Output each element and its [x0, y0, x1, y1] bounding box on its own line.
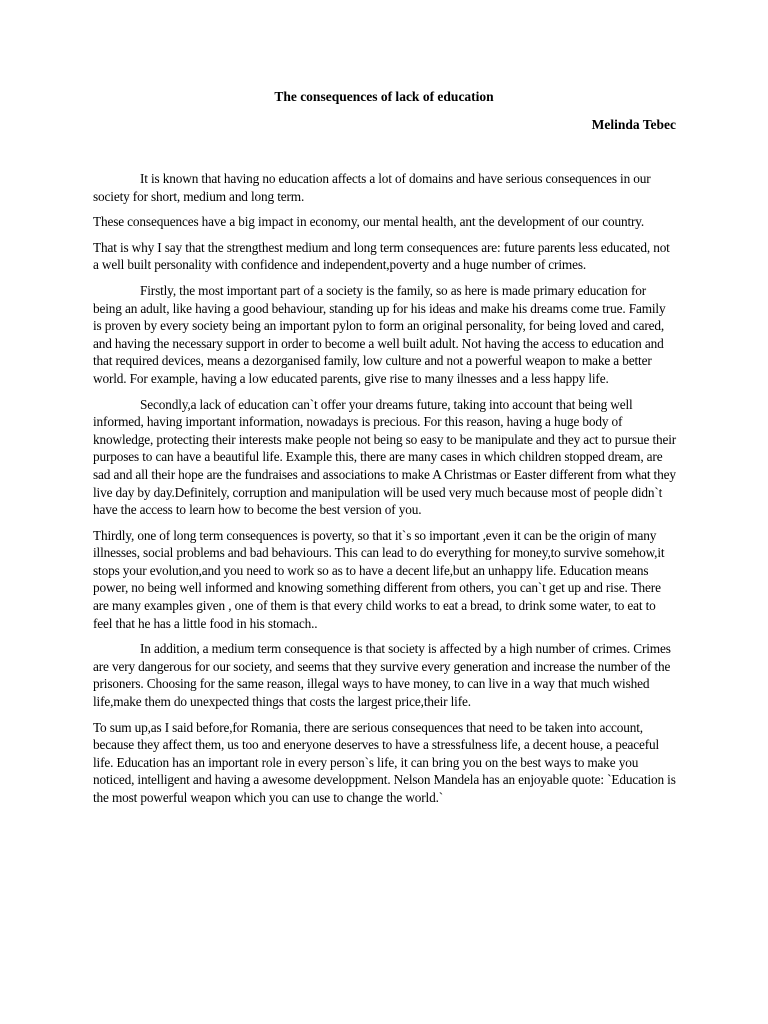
paragraph-thesis: That is why I say that the strengthest medium and long term consequences are: future parents less educated, not a well built personality with confidence and independent,poverty and a huge number of crimes.	[93, 239, 670, 273]
paragraph-poverty: Thirdly, one of long term consequences is poverty, so that it`s so important ,even it can be the origin of many illnesses, social problems and bad behaviours. This can lead to do everything for money,to survive somehow,it stops your evolution,and you need to work so as to have a decent life,but an unhappy life. Education means power, no being well informed and knowing something different from others, you can`t get up and rise. There are many examples given , one of them is that every child works to eat a bread, to drink some water, to eat to feel that he has a little food in his stomach..	[93, 527, 665, 631]
paragraph-conclusion: To sum up,as I said before,for Romania, there are serious consequences that need to be taken into account, because they affect them, us too and eneryone deserves to have a stressfulness life, a decent house, a peaceful life. Education has an important role in every person`s life, it can bring you on the best ways to make you noticed, intelligent and having a awesome developpment. Nelson Mandela has an enjoyable quote: `Education is the most powerful weapon which you can use to change the world.`	[93, 719, 676, 805]
paragraph-family: Firstly, the most important part of a society is the family, so as here is made primary education for being an adult, like having a good behaviour, standing up for his ideas and make his dreams come true. Family is proven by every society being an important pylon to form an original personality, for being loved and cared, and having the necessary support in order to become a well built adult. Not having the access to education and that required devices, means a dezorganised family, low culture and not a powerful weapon to make a better world. For example, having a low educated parents, give rise to many ilnesses and a less happy life.	[93, 282, 666, 386]
document-title: The consequences of lack of education	[274, 89, 494, 104]
paragraph-dreams: Secondly,a lack of education can`t offer your dreams future, taking into account that being well informed, having important information, nowadays is precious. For this reason, having a huge body of knowledge, protecting their interests make people not being so easy to be manipulate and they act to pursue their purposes to can have a beautiful life. Example this, there are many cases in which children stopped dream, are sad and all their hope are the fundraises and associations to make A Christmas or Easter different from what they live day by day.Definitely, corruption and manipulation will be used very much because most of people didn`t have the access to learn how to become the best version of you.	[93, 396, 677, 518]
paragraph-intro: It is known that having no education affects a lot of domains and have serious consequences in our society for short, medium and long term.	[93, 171, 651, 204]
document-body	[93, 170, 677, 815]
paragraph-impact: These consequences have a big impact in economy, our mental health, ant the development of our country.	[93, 214, 645, 230]
document-author: Melinda Tebec	[591, 117, 676, 132]
paragraph-crimes: In addition, a medium term consequence is that society is affected by a high number of crimes. Crimes are very dangerous for our society, and seems that they survive every generation and increase the number of the prisoners. Choosing for the same reason, illegal ways to have money, to can live in a way that much wished life,make them do unexpected things that costs the largest price,their life.	[93, 641, 671, 710]
